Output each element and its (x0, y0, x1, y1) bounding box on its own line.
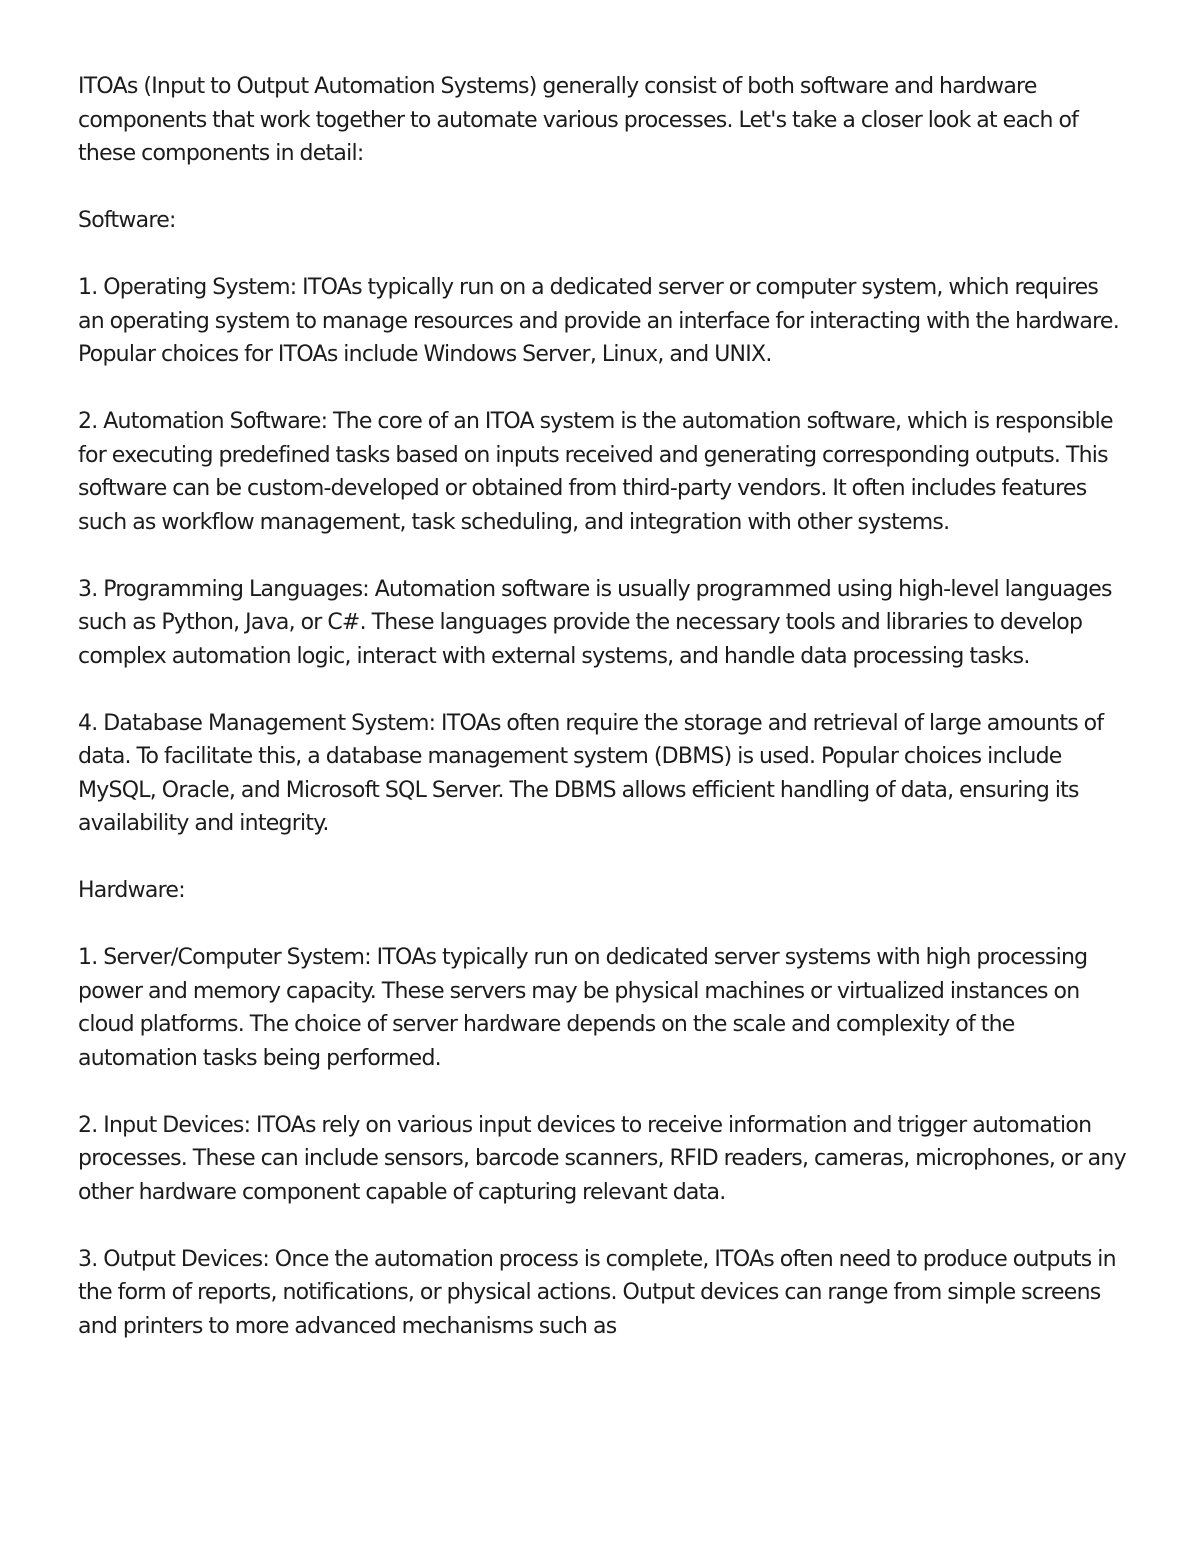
software-item-programming-languages: 3. Programming Languages: Automation software is usually programmed using high-level languages such as Python, Java, or C#. These languages provide the necessary tools and libraries to develop complex automation logic, interact with external systems, and handle data processing tasks. (78, 576, 1112, 669)
software-item-automation-software: 2. Automation Software: The core of an ITOA system is the automation software, which is responsible for executing predefined tasks based on inputs received and generating corresponding outputs. This software can be custom-developed or obtained from third-party vendors. It often includes features such as workflow management, task scheduling, and integration with other systems. (78, 409, 1113, 535)
hardware-heading: Hardware: (78, 878, 185, 903)
software-item-database-management-system: 4. Database Management System: ITOAs often require the storage and retrieval of large amounts of data. To facilitate this, a database management system (DBMS) is used. Popular choices include MySQL, Oracle, and Microsoft SQL Server. The DBMS allows efficient handling of data, ensuring its availability and integrity. (78, 710, 1104, 836)
hardware-item-server-computer-system: 1. Server/Computer System: ITOAs typically run on dedicated server systems with high processing power and memory capacity. These servers may be physical machines or virtualized instances on cloud platforms. The choice of server hardware depends on the scale and complexity of the automation tasks being performed. (78, 945, 1088, 1071)
intro-paragraph: ITOAs (Input to Output Automation Systems) generally consist of both software and hardware components that work together to automate various processes. Let's take a closer look at each of these components in detail: (78, 74, 1079, 166)
document-page (78, 70, 1128, 1377)
hardware-item-output-devices: 3. Output Devices: Once the automation process is complete, ITOAs often need to produce outputs in the form of reports, notifications, or physical actions. Output devices can range from simple screens and printers to more advanced mechanisms such as (78, 1246, 1116, 1339)
software-item-operating-system: 1. Operating System: ITOAs typically run on a dedicated server or computer system, which requires an operating system to manage resources and provide an interface for interacting with the hardware. Popular choices for ITOAs include Windows Server, Linux, and UNIX. (78, 275, 1119, 367)
software-heading: Software: (78, 208, 176, 233)
hardware-item-input-devices: 2. Input Devices: ITOAs rely on various input devices to receive information and trigger automation processes. These can include sensors, barcode scanners, RFID readers, cameras, microphones, or any other hardware component capable of capturing relevant data. (78, 1112, 1126, 1205)
